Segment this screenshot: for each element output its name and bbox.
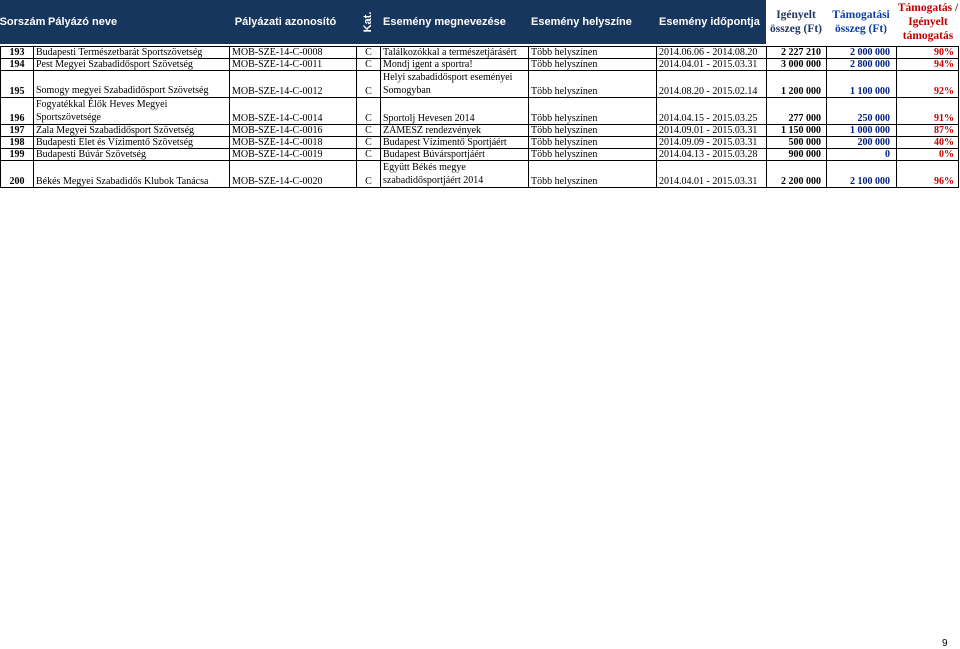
cell-id: MOB-SZE-14-C-0014 xyxy=(230,98,357,125)
cell-place: Több helyszínen xyxy=(529,47,657,59)
table-row xyxy=(1,59,959,71)
table-row xyxy=(1,47,959,59)
table-row xyxy=(1,71,959,98)
header-kat: Kat. xyxy=(356,0,380,44)
table-row xyxy=(1,161,959,188)
cell-name: Zala Megyei Szabadidősport Szövetség xyxy=(34,125,230,137)
cell-name: Békés Megyei Szabadidős Klubok Tanácsa xyxy=(34,161,230,188)
cell-event: ZÁMESZ rendezvények xyxy=(381,125,529,137)
cell-pct: 87% xyxy=(897,125,959,137)
cell-date: 2014.04.01 - 2015.03.31 xyxy=(657,161,767,188)
cell-kat: C xyxy=(357,161,381,188)
cell-event: Budapest Búvársportjáért xyxy=(381,149,529,161)
cell-grant: 1 000 000 xyxy=(827,125,897,137)
cell-pct: 40% xyxy=(897,137,959,149)
cell-event: Helyi szabadidősport eseményei Somogyban xyxy=(381,71,529,98)
cell-date: 2014.09.09 - 2015.03.31 xyxy=(657,137,767,149)
page-number: 9 xyxy=(942,638,948,649)
cell-name: Budapesti Búvár Szövetség xyxy=(34,149,230,161)
cell-date: 2014.06.06 - 2014.08.20 xyxy=(657,47,767,59)
header-palyazo: Pályázó neve xyxy=(45,0,215,44)
cell-grant: 2 100 000 xyxy=(827,161,897,188)
cell-pct: 96% xyxy=(897,161,959,188)
cell-name: Fogyatékkal Élők Heves Megyei Sportszövetsége xyxy=(34,98,230,125)
cell-id: MOB-SZE-14-C-0020 xyxy=(230,161,357,188)
header-arany: Támogatás / Igényelt támogatás xyxy=(897,2,959,42)
cell-req: 500 000 xyxy=(767,137,827,149)
cell-date: 2014.04.15 - 2015.03.25 xyxy=(657,98,767,125)
cell-no: 196 xyxy=(1,98,34,125)
cell-grant: 2 800 000 xyxy=(827,59,897,71)
cell-no: 199 xyxy=(1,149,34,161)
cell-pct: 90% xyxy=(897,47,959,59)
cell-date: 2014.04.13 - 2015.03.28 xyxy=(657,149,767,161)
cell-event: Mondj igent a sportra! xyxy=(381,59,529,71)
cell-no: 197 xyxy=(1,125,34,137)
cell-id: MOB-SZE-14-C-0016 xyxy=(230,125,357,137)
table-row xyxy=(1,137,959,149)
cell-req: 1 150 000 xyxy=(767,125,827,137)
cell-req: 900 000 xyxy=(767,149,827,161)
cell-kat: C xyxy=(357,125,381,137)
cell-no: 198 xyxy=(1,137,34,149)
cell-event: Együtt Békés megye szabadidősportjáért 2014 xyxy=(381,161,529,188)
cell-place: Több helyszínen xyxy=(529,137,657,149)
grant-table xyxy=(0,46,959,188)
table-row xyxy=(1,149,959,161)
header-idopont: Esemény időpontja xyxy=(656,0,766,44)
cell-pct: 91% xyxy=(897,98,959,125)
cell-id: MOB-SZE-14-C-0012 xyxy=(230,71,357,98)
cell-grant: 1 100 000 xyxy=(827,71,897,98)
cell-req: 2 200 000 xyxy=(767,161,827,188)
cell-kat: C xyxy=(357,98,381,125)
cell-req: 2 227 210 xyxy=(767,47,827,59)
cell-kat: C xyxy=(357,137,381,149)
cell-date: 2014.04.01 - 2015.03.31 xyxy=(657,59,767,71)
cell-pct: 94% xyxy=(897,59,959,71)
cell-name: Budapesti Természetbarát Sportszövetség xyxy=(34,47,230,59)
cell-grant: 200 000 xyxy=(827,137,897,149)
header-tamogatasi: Támogatási összeg (Ft) xyxy=(826,0,896,44)
cell-name: Budapesti Élet és Vízimentő Szövetség xyxy=(34,137,230,149)
cell-place: Több helyszínen xyxy=(529,98,657,125)
cell-kat: C xyxy=(357,71,381,98)
cell-id: MOB-SZE-14-C-0011 xyxy=(230,59,357,71)
table-row xyxy=(1,98,959,125)
cell-id: MOB-SZE-14-C-0008 xyxy=(230,47,357,59)
cell-kat: C xyxy=(357,47,381,59)
cell-id: MOB-SZE-14-C-0018 xyxy=(230,137,357,149)
cell-date: 2014.08.20 - 2015.02.14 xyxy=(657,71,767,98)
cell-name: Somogy megyei Szabadidősport Szövetség xyxy=(34,71,230,98)
cell-event: Sportolj Hevesen 2014 xyxy=(381,98,529,125)
cell-no: 193 xyxy=(1,47,34,59)
cell-req: 1 200 000 xyxy=(767,71,827,98)
cell-grant: 250 000 xyxy=(827,98,897,125)
cell-event: Budapest Vízimentő Sportjáért xyxy=(381,137,529,149)
cell-place: Több helyszínen xyxy=(529,125,657,137)
cell-req: 277 000 xyxy=(767,98,827,125)
header-helyszin: Esemény helyszíne xyxy=(528,0,656,44)
cell-grant: 0 xyxy=(827,149,897,161)
cell-pct: 0% xyxy=(897,149,959,161)
cell-req: 3 000 000 xyxy=(767,59,827,71)
cell-date: 2014.09.01 - 2015.03.31 xyxy=(657,125,767,137)
cell-place: Több helyszínen xyxy=(529,71,657,98)
cell-name: Pest Megyei Szabadidősport Szövetség xyxy=(34,59,230,71)
cell-no: 195 xyxy=(1,71,34,98)
header-sorszam: Sorszám xyxy=(0,0,45,44)
cell-place: Több helyszínen xyxy=(529,161,657,188)
cell-kat: C xyxy=(357,59,381,71)
cell-place: Több helyszínen xyxy=(529,59,657,71)
header-megnevezes: Esemény megnevezése xyxy=(380,0,528,44)
header-azonosito: Pályázati azonosító xyxy=(215,0,356,44)
cell-pct: 92% xyxy=(897,71,959,98)
cell-id: MOB-SZE-14-C-0019 xyxy=(230,149,357,161)
cell-grant: 2 000 000 xyxy=(827,47,897,59)
cell-event: Találkozókkal a természetjárásért xyxy=(381,47,529,59)
cell-no: 194 xyxy=(1,59,34,71)
cell-place: Több helyszínen xyxy=(529,149,657,161)
table-row xyxy=(1,125,959,137)
header-igenyelt: Igényelt összeg (Ft) xyxy=(766,0,826,44)
cell-kat: C xyxy=(357,149,381,161)
cell-no: 200 xyxy=(1,161,34,188)
